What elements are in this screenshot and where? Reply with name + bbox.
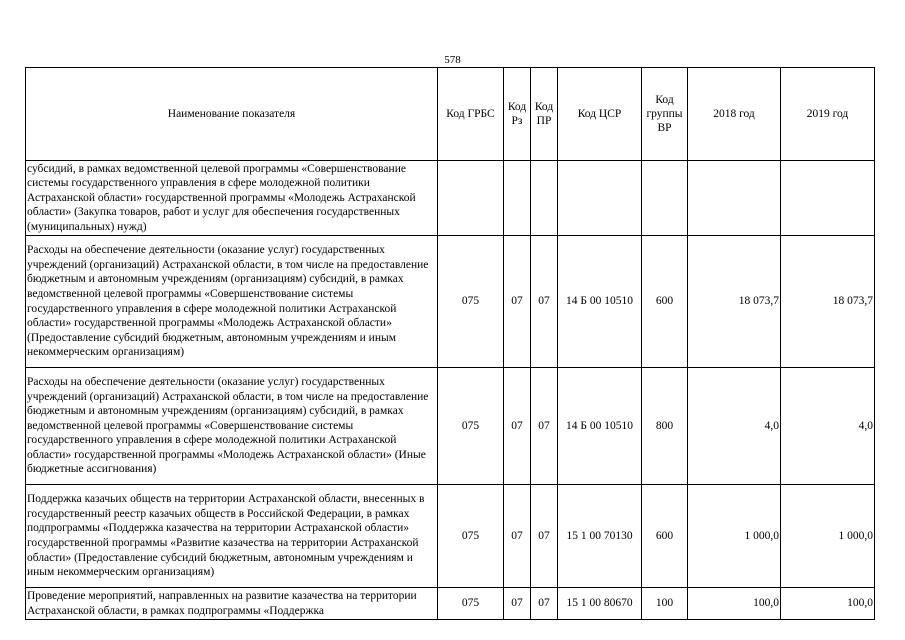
grbs-code [438,161,504,236]
amount-2019: 4,0 [781,368,875,485]
amount-2018: 18 073,7 [688,236,781,368]
vr-code: 600 [642,485,688,588]
indicator-name: Расходы на обеспечение деятельности (оказание услуг) государственных учреждений (организаций) Астраханской области, в том числе на предоставление бюджетным и автономным учреждениям (организациям) субсидий, в рамках ведомственной целевой программы «Совершенствование системы государственного управления в сфере молодежной политики Астраханской области» государственной программы «Молодежь Астраханской области» (Предоставление субсидий бюджетным, автономным учреждениям и иным некоммерческим организациям) [26,236,438,368]
amount-2018: 4,0 [688,368,781,485]
vr-code [642,161,688,236]
page-number: 578 [444,54,461,66]
csr-code [558,161,642,236]
amount-2019: 1 000,0 [781,485,875,588]
rz-code: 07 [504,236,531,368]
indicator-name: Расходы на обеспечение деятельности (оказание услуг) государственных учреждений (организаций) Астраханской области, в том числе на предоставление бюджетным и автономным учреждениям (организациям) субсидий, в рамках ведомственной целевой программы «Совершенствование системы государственного управления в сфере молодежной политики Астраханской области» государственной программы «Молодежь Астраханской области» (Иные бюджетные ассигнования) [26,368,438,485]
vr-code: 600 [642,236,688,368]
rz-code: 07 [504,368,531,485]
amount-2018: 100,0 [688,588,781,620]
grbs-code: 075 [438,485,504,588]
col-header-2019: 2019 год [781,68,875,161]
csr-code: 15 1 00 70130 [558,485,642,588]
amount-2019 [781,161,875,236]
amount-2019: 18 073,7 [781,236,875,368]
csr-code: 15 1 00 80670 [558,588,642,620]
indicator-name: субсидий, в рамках ведомственной целевой программы «Совершенствование системы государственного управления в сфере молодежной политики Астраханской области» государственной программы «Молодежь Астраханской области» (Закупка товаров, работ и услуг для обеспечения государственных (муниципальных) нужд) [26,161,438,236]
header-row [26,68,875,161]
pr-code: 07 [531,236,558,368]
col-header-vr: Код группы ВР [642,68,688,161]
amount-2018 [688,161,781,236]
col-header-name: Наименование показателя [26,68,438,161]
col-header-csr: Код ЦСР [558,68,642,161]
rz-code: 07 [504,588,531,620]
table-row [26,368,875,485]
amount-2019: 100,0 [781,588,875,620]
indicator-name: Проведение мероприятий, направленных на развитие казачества на территории Астраханской области, в рамках подпрограммы «Поддержка [26,588,438,620]
table-row [26,485,875,588]
grbs-code: 075 [438,588,504,620]
vr-code: 800 [642,368,688,485]
vr-code: 100 [642,588,688,620]
indicator-name: Поддержка казачьих обществ на территории Астраханской области, внесенных в государственный реестр казачьих обществ в Российской Федерации, в рамках подпрограммы «Поддержка казачества на территории Астраханской области» государственной программы «Развитие казачества на территории Астраханской области» (Предоставление субсидий бюджетным, автономным учреждениям и иным некоммерческим организациям) [26,485,438,588]
col-header-rz: Код Рз [504,68,531,161]
table-row [26,236,875,368]
rz-code [504,161,531,236]
csr-code: 14 Б 00 10510 [558,236,642,368]
table-row [26,588,875,620]
csr-code: 14 Б 00 10510 [558,368,642,485]
amount-2018: 1 000,0 [688,485,781,588]
pr-code: 07 [531,368,558,485]
grbs-code: 075 [438,368,504,485]
budget-table [25,67,875,620]
col-header-pr: Код ПР [531,68,558,161]
pr-code: 07 [531,485,558,588]
grbs-code: 075 [438,236,504,368]
page-cut-edge [0,623,905,640]
rz-code: 07 [504,485,531,588]
pr-code [531,161,558,236]
table-row [26,161,875,236]
pr-code: 07 [531,588,558,620]
col-header-grbs: Код ГРБС [438,68,504,161]
col-header-2018: 2018 год [688,68,781,161]
